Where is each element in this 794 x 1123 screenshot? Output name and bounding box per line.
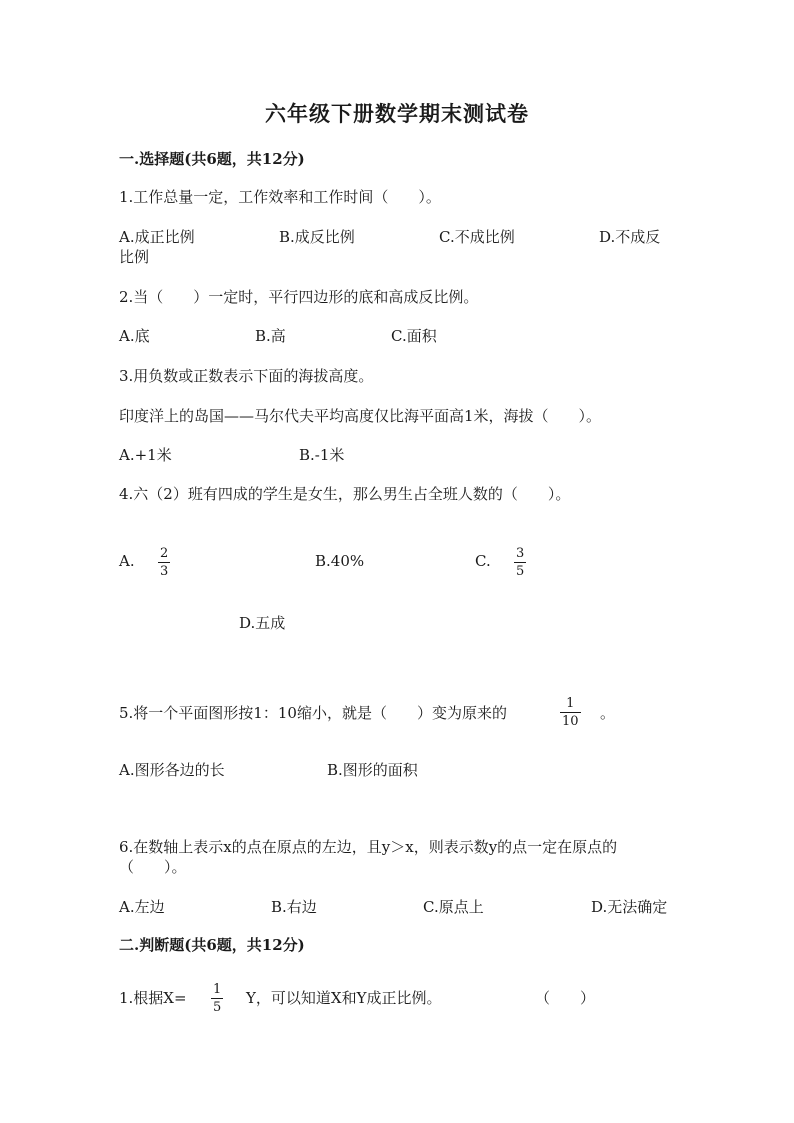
fraction-numerator: 2: [160, 546, 169, 561]
fraction-numerator: 1: [566, 696, 575, 711]
question-5-text: 5.将一个平面图形按1：10缩小，就是（ ）变为原来的: [119, 704, 507, 722]
q5-fraction: [560, 696, 581, 729]
judgment-1-answer-blank: （ ）: [535, 989, 596, 1007]
fraction-bar: [514, 562, 526, 563]
q4-option-a-label: A.: [119, 552, 135, 570]
question-1-text: 1.工作总量一定，工作效率和工作时间（ ）。: [119, 188, 441, 206]
section-heading-judgment: 二.判断题(共6题，共12分): [119, 936, 305, 954]
q1-option-b: B.成反比例: [279, 228, 355, 246]
judgment-1-prefix: 1.根据X=: [119, 989, 187, 1007]
fraction-bar: [158, 562, 170, 563]
q1-option-a: A.成正比例: [119, 228, 195, 246]
page-title: 六年级下册数学期末测试卷: [265, 101, 529, 126]
question-6-text: 6.在数轴上表示x的点在原点的左边，且y＞x，则表示数y的点一定在原点的: [119, 838, 618, 856]
fraction-denominator: 5: [213, 1000, 222, 1015]
q2-option-c: C.面积: [391, 327, 437, 345]
question-2-text: 2.当（ ）一定时，平行四边形的底和高成反比例。: [119, 288, 479, 306]
q6-option-c: C.原点上: [423, 898, 484, 916]
q5-option-b: B.图形的面积: [327, 761, 418, 779]
question-3-text: 3.用负数或正数表示下面的海拔高度。: [119, 367, 374, 385]
q5-end-punctuation: 。: [600, 704, 616, 722]
q6-option-d: D.无法确定: [591, 898, 668, 916]
q1-option-c: C.不成比例: [439, 228, 515, 246]
q3-option-b: B.-1米: [299, 446, 345, 464]
q2-option-b: B.高: [255, 327, 286, 345]
q4-option-c-fraction: [514, 546, 526, 579]
fraction-numerator: 3: [516, 546, 525, 561]
q6-option-b: B.右边: [271, 898, 317, 916]
q1-option-d-continued: 比例: [119, 248, 150, 266]
judgment-1-fraction: [211, 982, 223, 1015]
section-heading-choice: 一.选择题(共6题，共12分): [119, 150, 305, 168]
q5-option-a: A.图形各边的长: [119, 761, 225, 779]
fraction-denominator: 10: [562, 714, 579, 729]
question-4-text: 4.六（2）班有四成的学生是女生，那么男生占全班人数的（ ）。: [119, 485, 571, 503]
question-3-context: 印度洋上的岛国——马尔代夫平均高度仅比海平面高1米，海拔（ ）。: [119, 407, 602, 425]
fraction-denominator: 5: [516, 564, 525, 579]
q4-option-c-label: C.: [475, 552, 491, 570]
q6-option-a: A.左边: [119, 898, 165, 916]
q3-option-a: A.+1米: [119, 446, 172, 464]
fraction-numerator: 1: [213, 982, 222, 997]
judgment-1-suffix: Y，可以知道X和Y成正比例。: [246, 989, 442, 1007]
q1-option-d: D.不成反: [599, 228, 661, 246]
q2-option-a: A.底: [119, 327, 150, 345]
fraction-bar: [211, 998, 223, 999]
q4-option-b: B.40%: [315, 552, 365, 570]
q4-option-d: D.五成: [239, 614, 286, 632]
question-6-text-continued: （ ）。: [119, 858, 187, 876]
q4-option-a-fraction: [158, 546, 170, 579]
fraction-bar: [560, 712, 581, 713]
fraction-denominator: 3: [160, 564, 169, 579]
